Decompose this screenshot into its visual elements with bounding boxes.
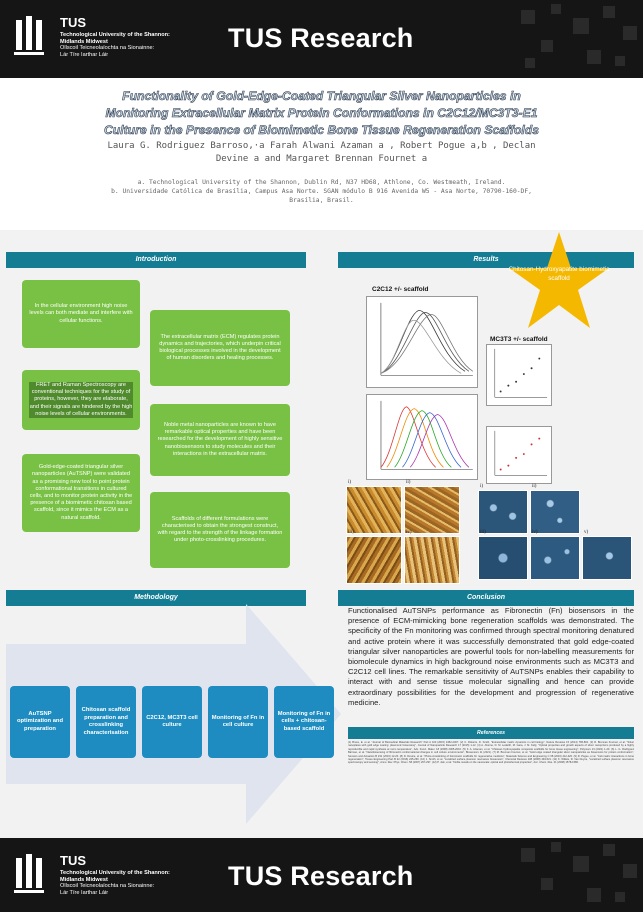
- chart1-title: C2C12 +/- scaffold: [372, 286, 429, 293]
- header-logo-line: Technological University of the Shannon:: [60, 32, 170, 38]
- intro-box: [150, 492, 290, 568]
- method-step-text: Chitosan scaffold preparation and crosslinking characterisation: [81, 707, 131, 736]
- micrograph-label: i): [480, 484, 484, 489]
- intro-box: [22, 454, 140, 532]
- method-step: [274, 686, 334, 758]
- intro-box: [22, 370, 140, 430]
- method-step-text: AuTSNP optimization and preparation: [16, 710, 64, 732]
- results-heading: Results: [338, 252, 634, 268]
- footer-logo-line: Ollscoil Teicneolaíochta na Sionainne:: [60, 883, 155, 890]
- chart2-title: MC3T3 +/- scaffold: [490, 336, 548, 343]
- authors: [0, 140, 643, 166]
- header-logo-line: Midlands Midwest: [60, 38, 108, 45]
- scatter-plot-mc3t3-bottom: [486, 426, 552, 484]
- methodology-heading: Methodology: [6, 590, 306, 606]
- footer-logo-line: Technological University of the Shannon:: [60, 870, 170, 876]
- intro-box-text: The extracellular matrix (ECM) regulates protein dynamics and trajectories, which underpin critical biological processes involved in the development of human disorders and healing processes.: [159, 333, 281, 362]
- method-step-text: C2C12, MC3T3 cell culture: [146, 714, 198, 728]
- header-band-title: TUS Research: [228, 23, 414, 53]
- intro-box: [150, 310, 290, 386]
- footer-band-title: TUS Research: [228, 861, 414, 891]
- conclusion-heading: Conclusion: [338, 590, 634, 606]
- method-step-text: Monitoring of Fn in cells + chitosan-based scaffold: [277, 710, 331, 732]
- affiliation-line: Brasília, Brasil.: [289, 197, 354, 204]
- intro-box-text: Gold-edge-coated triangular silver nanoparticles (AuTSNP) were validated as a promising new tool to point protein conformational transitions in cultured cells, and to monitor protein activity in the presence of a biomimetic chitosan based scaffold, since it mimics the ECM as a natural scaffold.: [29, 464, 133, 521]
- method-step: [10, 686, 70, 758]
- method-step: [208, 686, 268, 758]
- micrograph-label: iii): [480, 530, 486, 535]
- poster-title: [0, 88, 643, 139]
- intro-box-text: In the cellular environment high noise levels can both mediate and interfere with cellular functions.: [29, 303, 133, 324]
- micrograph-image: [346, 536, 402, 584]
- micrograph-image: [582, 536, 632, 580]
- affiliations: [60, 178, 583, 205]
- header-logo-text: [60, 16, 170, 58]
- micrograph-image: [404, 486, 460, 534]
- affiliation-line: a. Technological University of the Shannon, Dublin Rd, N37 HD68, Athlone, Co. Westmeath, Ireland.: [137, 179, 506, 186]
- method-step-text: Monitoring of Fn in cell culture: [211, 714, 265, 728]
- micrograph-label: iv): [406, 530, 412, 535]
- spectra-plot-c2c12-bottom: [366, 394, 478, 480]
- header-logo-line: Lár Tíre Iarthar Láir: [60, 51, 109, 58]
- conclusion-text: Functionalised AuTSNPs performance as Fibronectin (Fn) biosensors in the presence of ECM-mimicking bone regeneration scaffolds was demonstrated. The specificity of the Fn monitoring was confirmed through spectral monitoring denatured and active protein where it was successfully demonstrated that gold edge-coated triangular silver nanoparticles are powerful tools for non-labelling measurements for biomolecule dynamics in high background noise environments such as MC3T3 and C2C12 cell lines. The remarkable sensitivity of AuTSNPs enables their capability to interact with and sense tissue molecular signalling and hence can provide extraordinary possibilities for the development and progression of regenerative medicine.: [348, 606, 634, 707]
- micrograph-image: [530, 490, 580, 534]
- decorative-pattern-icon: [511, 838, 643, 912]
- tus-logo-icon: [14, 14, 44, 56]
- micrograph-image: [478, 536, 528, 580]
- micrograph-label: iv): [532, 530, 538, 535]
- micrograph-label: iii): [348, 530, 354, 535]
- micrograph-label: i): [348, 480, 352, 485]
- micrograph-label: ii): [406, 480, 411, 485]
- micrograph-image: [404, 536, 460, 584]
- intro-box-text: Noble metal nanoparticles are known to have remarkable optical properties and have been researched for the development of highly sensitive nanobiosensors to study molecules and their interactions in the extracellular matrix.: [157, 421, 283, 457]
- footer-logo-line: Lár Tíre Iarthar Láir: [60, 889, 109, 896]
- micrograph-image: [346, 486, 402, 534]
- decorative-pattern-icon: [511, 0, 643, 78]
- micrograph-image: [478, 490, 528, 534]
- header-band: [0, 0, 643, 78]
- scatter-plot-mc3t3-top: [486, 344, 552, 406]
- references-text: (1) Bruce, E. et al. "Journal of Biomedical Materials Research" Part A 103 (2015) 2452-2467. (2) C. Roberts, D. Smith, "Extracellular matrix dynamics in cell biology", Nature Reviews 15 (2014) 786-801. (3) R. Brennan Fournet, et al. "Silver nanoplates with gold edge coating: plasmonic biosensing", Journal of Nanoparticle Research 17 (2015) 1-12. (4) A. Aherne, D. M. Ledwith, M. Gara, J. M. Kelly, "Optical properties and growth aspects of silver nanoprisms produced by a highly reproducible and rapid synthesis at room temperature", Adv. Funct. Mater. 18 (2008) 2005-2016. (5) F. A. Azaman, et al. "Chitosan hydroxyapatite composite scaffolds for bone tissue engineering", Polymers 13 (2021) 1-20. (6) L. G. Rodriguez Barroso, et al. "Nanobiosensing of fibronectin conformational changes in cell culture environments", Biosensors 11 (2021). (7) M. Brennan Fournet, et al. "Gold edge coated triangular silver nanoparticles as biosensors for protein conformation", Sensors and Actuators B 231 (2016) 12-20. (8) D. Devine, et al. "Photo-crosslinking of biomimetic scaffolds for regenerative medicine", Materials Science and Engineering C 68 (2016) 412-420. (9) R. Pogue, et al. "Cell-matrix interactions in bone regeneration", Tissue Engineering Part B 22 (2016) 245-260. (10) J. Smith, et al. "Localized surface plasmon resonance biosensors", Chemical Reviews 108 (2008) 494-521. (11) K. Willets, R. Van Duyne, "Localized surface plasmon resonance spectroscopy and sensing", Annu. Rev. Phys. Chem. 58 (2007) 267-297. (12) P. Jain, et al. "Noble metals on the nanoscale: optical and photothermal properties", Acc. Chem. Res. 41 (2008) 1578-1586.: [348, 741, 634, 765]
- spectra-plot-c2c12-top: [366, 296, 478, 388]
- micrograph-label: ii): [532, 484, 537, 489]
- intro-box-text: Scaffolds of different formulations were characterised to obtain the strongest construct, with regard to the strength of the linkage formation under photo-crosslinking procedures.: [157, 515, 283, 544]
- header-logo-name: TUS: [60, 15, 86, 30]
- intro-box-text: FRET and Raman Spectroscopy are conventional techniques for the study of proteins, however, they are elaborate, and their signals are hindered by the high noise levels of cellular environments.: [29, 381, 133, 417]
- title-line: Culture in the Presence of Biomimetic Bone Tissue Regeneration Scaffolds: [103, 123, 540, 137]
- star-label: Chitosan-Hydroxyapatite biomimetic scaffold: [508, 266, 610, 282]
- author-line: Devine a and Margaret Brennan Fournet a: [215, 154, 428, 164]
- title-line: Monitoring Extracellular Matrix Protein Conformations in C2C12/MC3T3-E1: [105, 106, 538, 120]
- micrograph-label: v): [584, 530, 589, 535]
- footer-logo-text: [60, 854, 170, 896]
- header-logo-line: Ollscoil Teicneolaíochta na Sionainne:: [60, 45, 155, 52]
- intro-box: [150, 404, 290, 476]
- method-step: [76, 686, 136, 758]
- affiliation-line: b. Universidade Católica de Brasília, Campus Asa Norte. SGAN módulo B 916 Avenida W5 - Asa Norte, 70790-160-DF,: [111, 188, 532, 195]
- method-step: [142, 686, 202, 758]
- footer-logo-name: TUS: [60, 853, 86, 868]
- references-heading: References: [348, 727, 634, 739]
- introduction-heading: Introduction: [6, 252, 306, 268]
- author-line: Laura G. Rodriguez Barroso,·a Farah Alwani Azaman a , Robert Pogue a,b , Declan: [107, 141, 536, 151]
- intro-box: [22, 280, 140, 348]
- tus-logo-icon: [14, 852, 44, 894]
- title-line: Functionality of Gold-Edge-Coated Triangular Silver Nanoparticles in: [122, 89, 521, 103]
- footer-logo-line: Midlands Midwest: [60, 876, 108, 883]
- footer-band: [0, 838, 643, 912]
- micrograph-image: [530, 536, 580, 580]
